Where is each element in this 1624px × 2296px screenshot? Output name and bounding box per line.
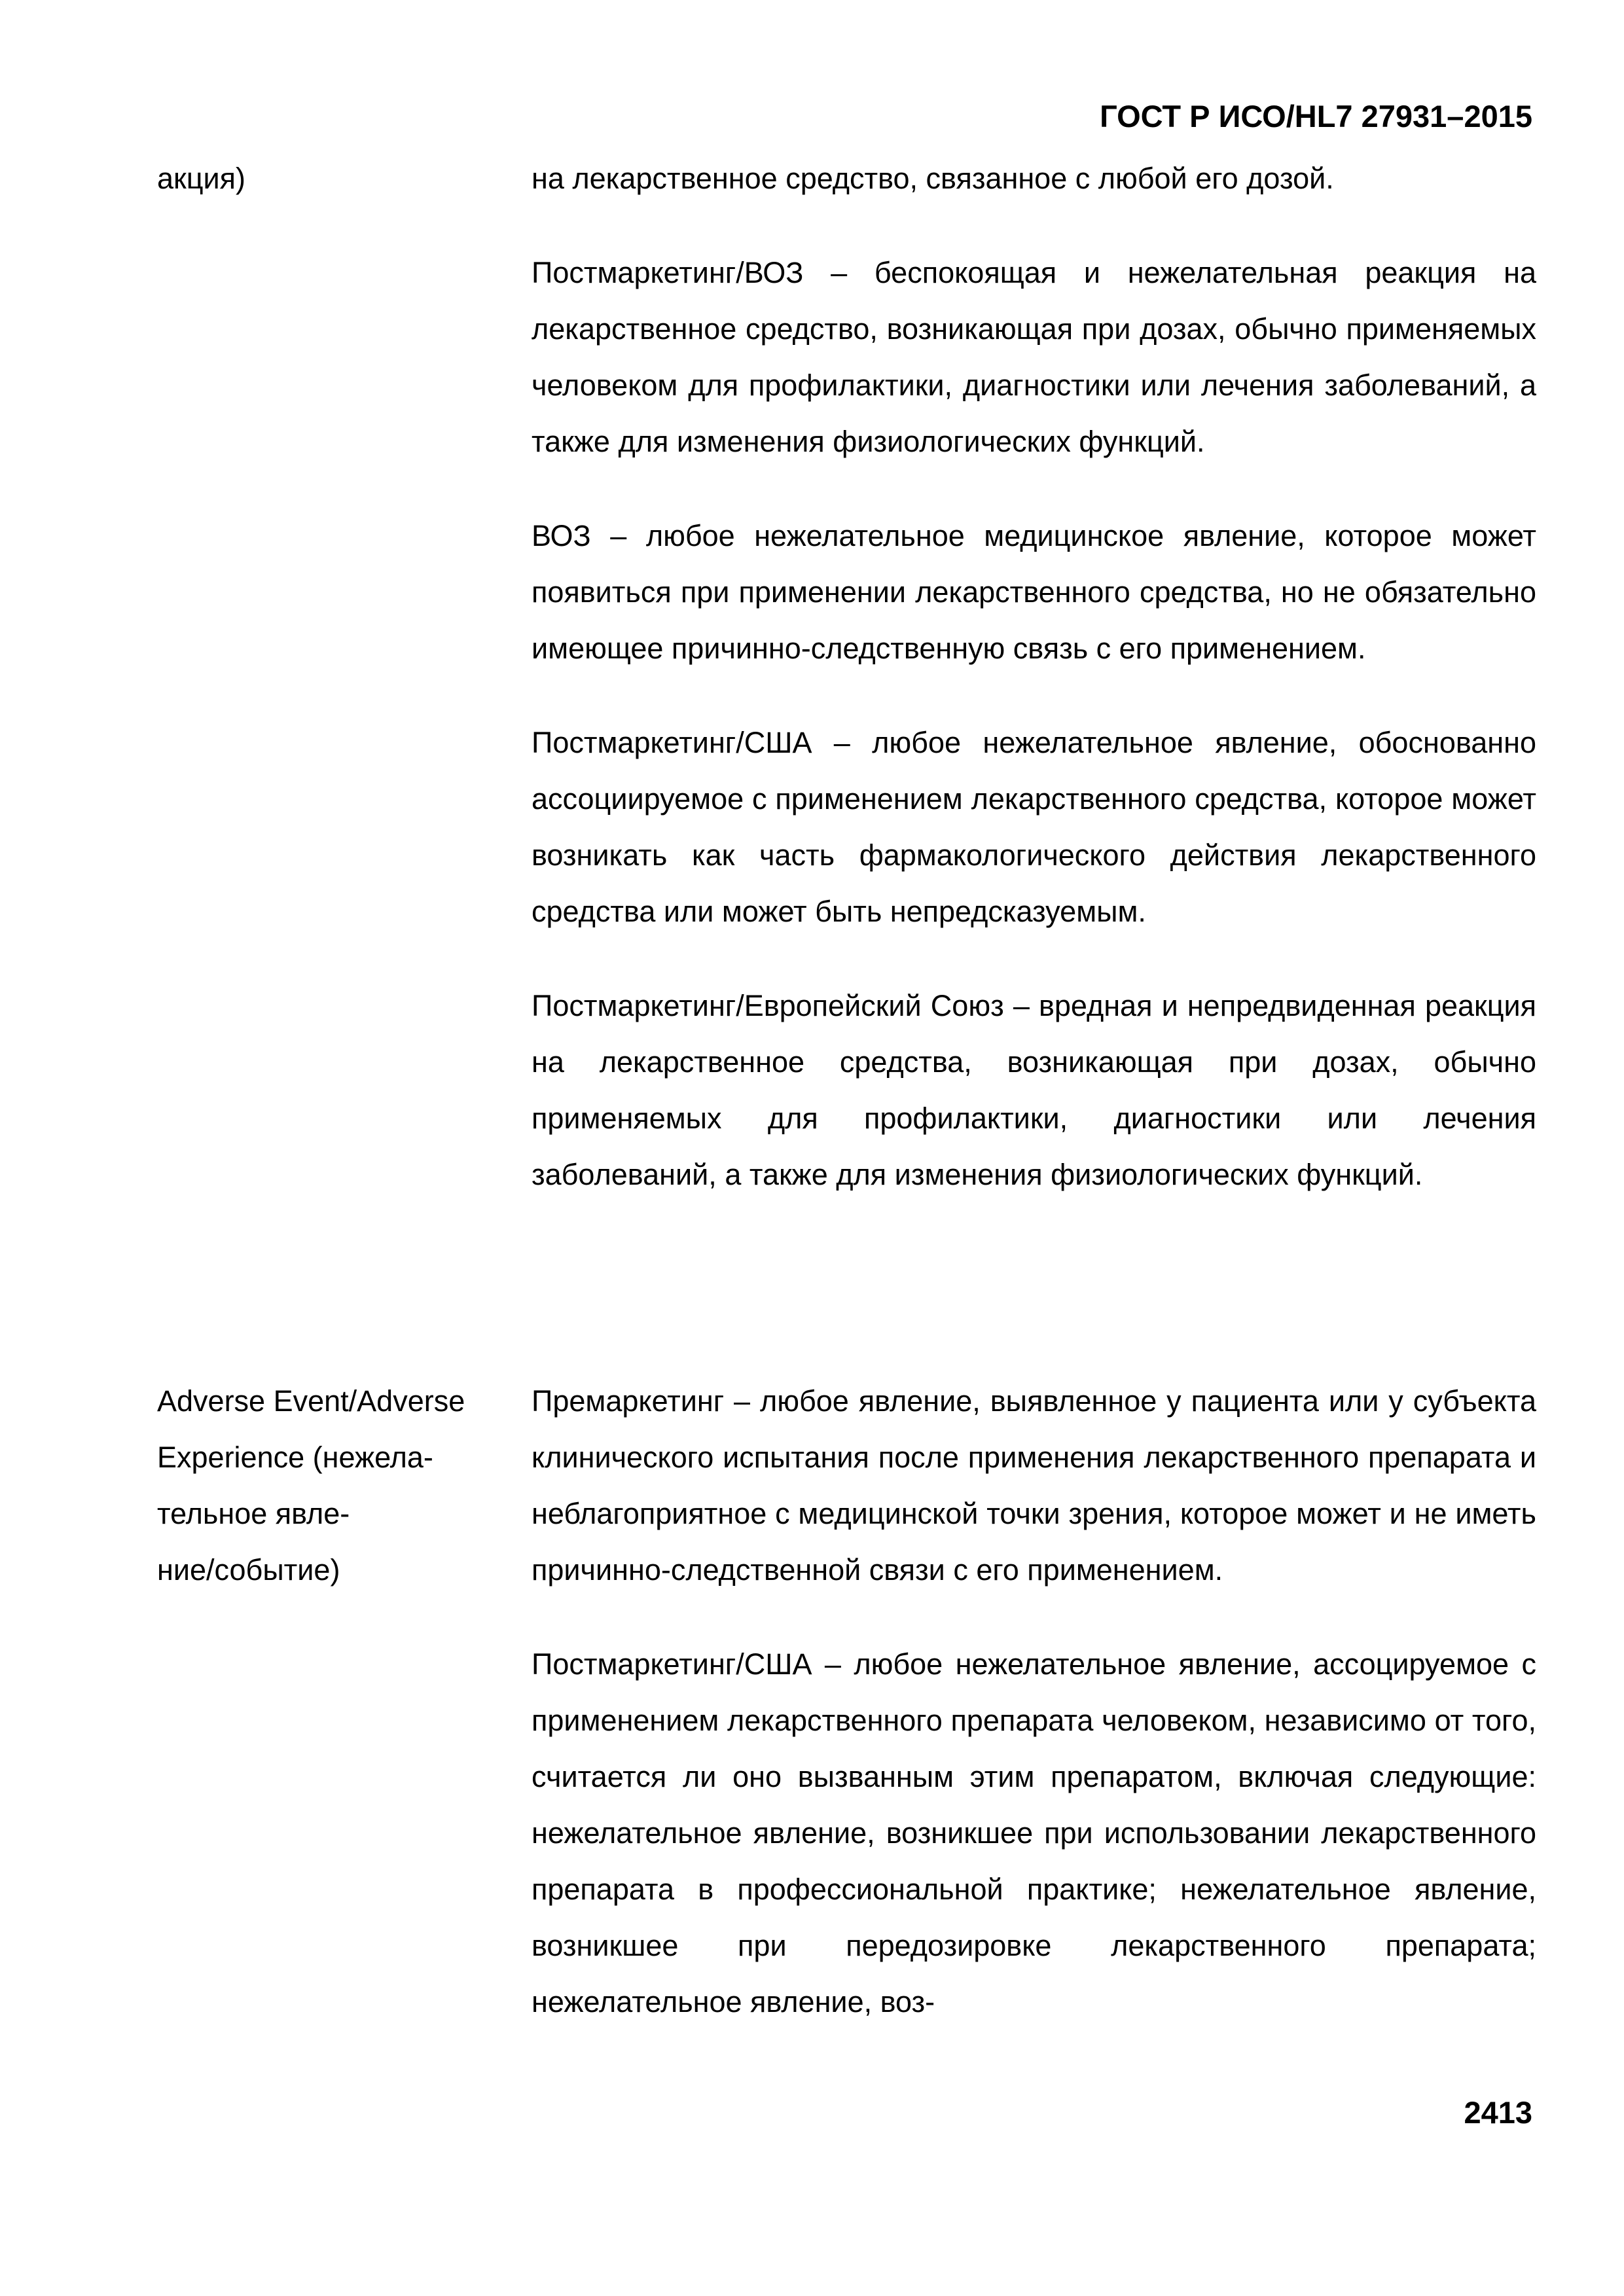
term-line: ние/событие) bbox=[157, 1553, 340, 1587]
term-line: тельное явле- bbox=[157, 1497, 350, 1530]
document-standard-header: ГОСТ Р ИСО/HL7 27931–2015 bbox=[1100, 99, 1532, 134]
definition-paragraph: Постмаркетинг/ВОЗ – беспокоящая и нежелательная реакция на лекарственное средство, возникающая при дозах, обычно применяемых человеком для профилактики, диагностики или лечения заболеваний, а также для изменения физиологических функций. bbox=[532, 256, 1536, 458]
term-cell bbox=[157, 1373, 511, 1598]
definition-paragraph: ВОЗ – любое нежелательное медицинское явление, которое может появиться при применении лекарственного средства, но не обязательно имеющее причинно-следственную связь с его применением. bbox=[532, 519, 1536, 665]
definition-paragraph: на лекарственное средство, связанное с любой его дозой. bbox=[532, 162, 1334, 195]
definition-paragraph: Постмаркетинг/США – любое нежелательное явление, обоснованно ассоциируемое с применением лекарственного средства, которое может возникать как часть фармакологического действия лекарственного средства или может быть непредсказуемым. bbox=[532, 726, 1536, 928]
page-number: 2413 bbox=[1464, 2095, 1532, 2130]
definition-paragraph: Постмаркетинг/США – любое нежелательное явление, ассоцируемое с применением лекарственного препарата человеком, независимо от того, считается ли оно вызванным этим препаратом, включая следующие: нежелательное явление, возникшее при использовании лекарственного препарата в профессиональной практике; нежелательное явление, возникшее при передозировке лекарственного препарата; нежелательное явление, воз- bbox=[532, 1647, 1536, 2018]
term-line: Experience (нежела- bbox=[157, 1441, 433, 1474]
term-line: Adverse Event/Adverse bbox=[157, 1384, 465, 1418]
definition-cell bbox=[532, 1373, 1536, 2030]
term-line: акция) bbox=[157, 162, 245, 195]
definition-cell bbox=[532, 151, 1536, 1203]
definition-paragraph: Постмаркетинг/Европейский Союз – вредная и непредвиденная реакция на лекарственное средства, возникающая при дозах, обычно применяемых для профилактики, диагностики или лечения заболеваний, а также для изменения физиологических функций. bbox=[532, 989, 1536, 1191]
term-cell bbox=[157, 151, 511, 207]
definition-paragraph: Премаркетинг – любое явление, выявленное у пациента или у субъекта клинического испытания после применения лекарственного препарата и неблагоприятное с медицинской точки зрения, которое может и не иметь причинно-следственной связи с его применением. bbox=[532, 1384, 1536, 1587]
